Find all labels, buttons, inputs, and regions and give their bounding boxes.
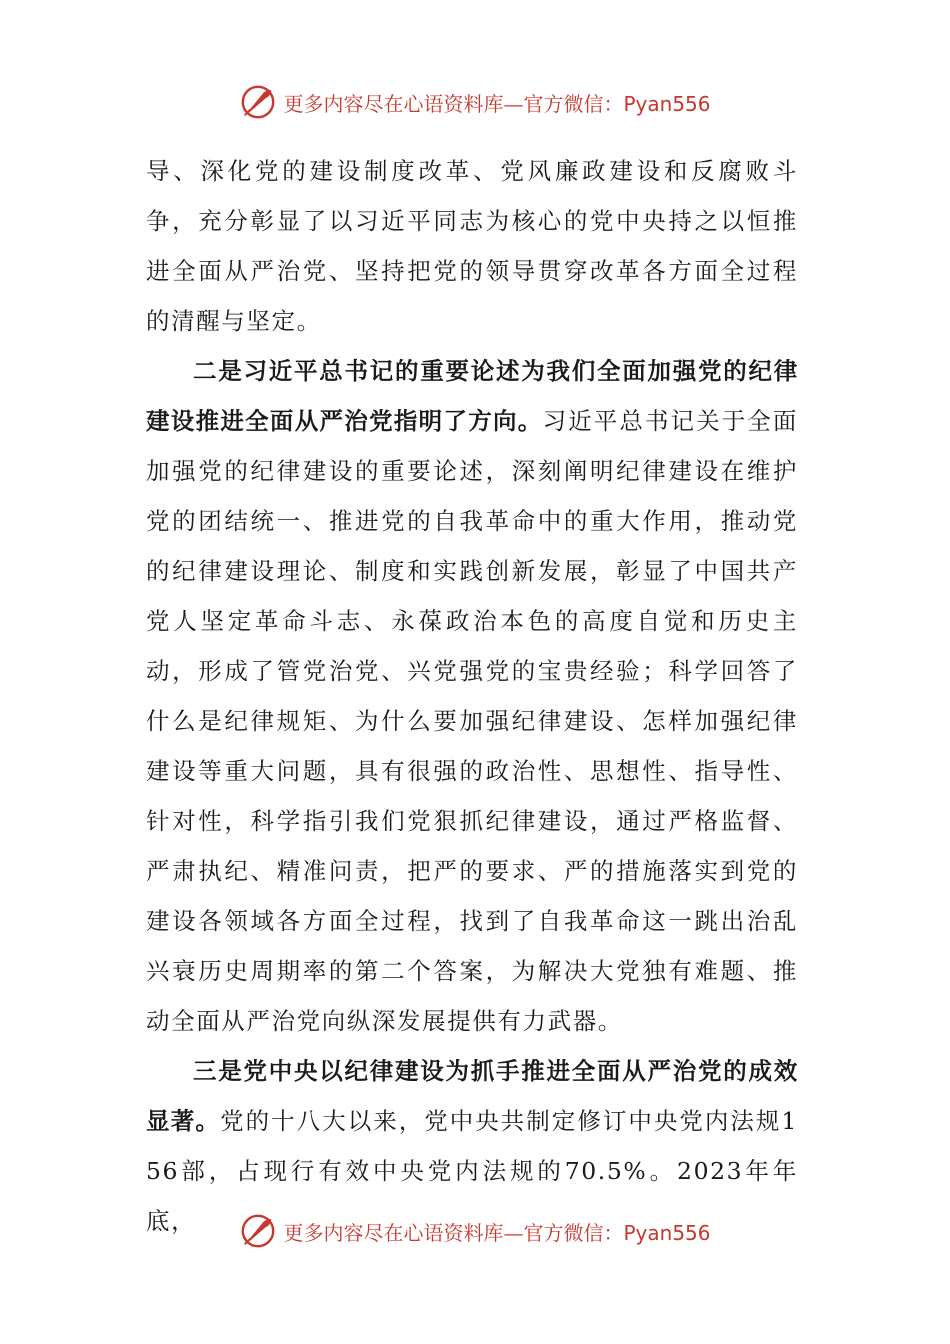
paragraph-2 [146,346,798,1046]
watermark-text: 更多内容尽在心语资料库—官方微信：Pyan556 [283,91,711,116]
watermark-account: Pyan556 [623,91,711,116]
paragraph-3-lead: 三是党中央以纪律建设为抓手推进全面从严治党的成效显著。 [146,1057,798,1135]
header-watermark [0,80,950,124]
paragraph-2-lead: 二是习近平总书记的重要论述为我们全面加强党的纪律建设推进全面从严治党指明了方向。 [146,357,798,435]
paragraph-3-body: 党的十八大以来，党中央共制定修订中央党内法规156部，占现行有效中央党内法规的70.5%。2023年年底， [146,1107,798,1235]
paragraph-2-body: 习近平总书记关于全面加强党的纪律建设的重要论述，深刻阐明纪律建设在维护党的团结统一、推进党的自我革命中的重大作用，推动党的纪律建设理论、制度和实践创新发展，彰显了中国共产党人坚定革命斗志、永葆政治本色的高度自觉和历史主动，形成了管党治党、兴党强党的宝贵经验；科学回答了什么是纪律规矩、为什么要加强纪律建设、怎样加强纪律建设等重大问题，具有很强的政治性、思想性、指导性、针对性，科学指引我们党狠抓纪律建设，通过严格监督、严肃执纪、精准问责，把严的要求、严的措施落实到党的建设各领域各方面全过程，找到了自我革命这一跳出治乱兴衰历史周期率的第二个答案，为解决大党独有难题、推动全面从严治党向纵深发展提供有力武器。 [146,407,798,1035]
footer-watermark [0,1209,950,1253]
paragraph-1-body: 导、深化党的建设制度改革、党风廉政建设和反腐败斗争，充分彰显了以习近平同志为核心的党中央持之以恒推进全面从严治党、坚持把党的领导贯穿改革各方面全过程的清醒与坚定。 [146,157,798,335]
quill-pen-icon [239,83,277,121]
watermark-account: Pyan556 [623,1220,711,1245]
quill-pen-icon [239,1212,277,1250]
document-body [146,146,798,1246]
paragraph-1 [146,146,798,346]
watermark-text: 更多内容尽在心语资料库—官方微信：Pyan556 [283,1220,711,1245]
